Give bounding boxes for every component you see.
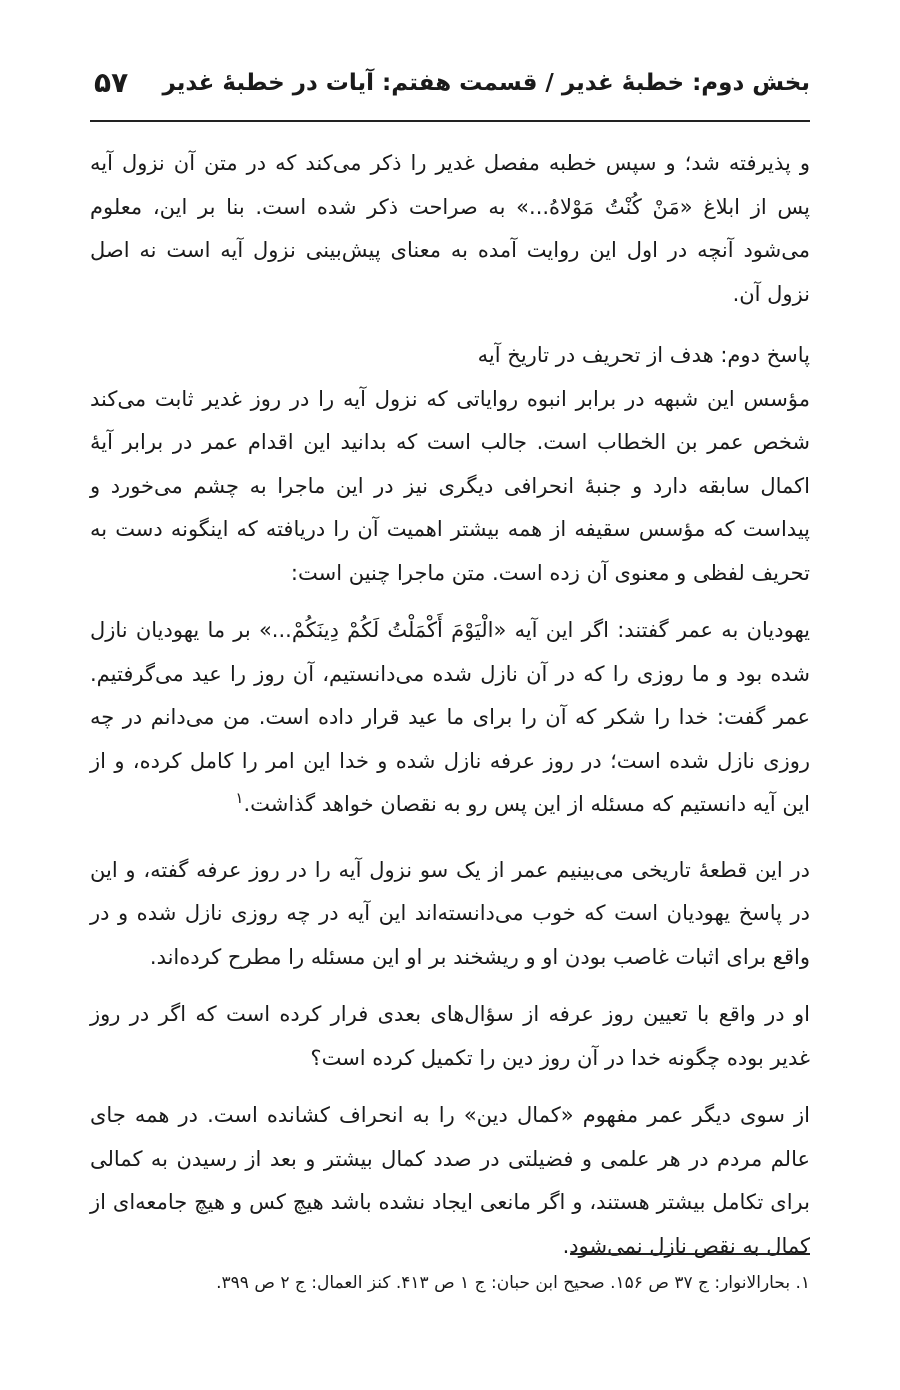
running-title: بخش دوم: خطبهٔ غدیر / قسمت هفتم: آیات در خطبهٔ غدیر [162,70,810,96]
page-body [90,142,810,1268]
page-header [90,62,810,122]
paragraph-4: در این قطعهٔ تاریخی می‌بینیم عمر از یک سو نزول آیه را در روز عرفه گفته، و این در پاسخ یهودیان است که خوب می‌دانسته‌اند این آیه در چه روزی نازل شده و در واقع برای اثبات غاصب بودن او و ریشخند بر او این مسئله را مطرح کرده‌اند. [90,857,810,969]
paragraph-6: از سوی دیگر عمر مفهوم «کمال دین» را به انحراف کشانده است. در همه جای عالم مردم در هر علمی و فضیلتی در صدد کمال بیشتر و بعد از رسیدن به کمالی برای تکامل بیشتر هستند، و اگر مانعی ایجاد نشده باشد هیچ کس و هیچ جامعه‌ای از کمال به نقص نازل نمی‌شود. [90,1103,810,1258]
quoted-narration [90,609,810,827]
quoted-narration-text: یهودیان به عمر گفتند: اگر این آیه «الْيَوْمَ أَكْمَلْتُ لَكُمْ دِينَكُمْ...» بر ما یهودیان نازل شده بود و ما روزی را که در آن نازل شده می‌دانستیم، آن روز را عید می‌گرفتیم. عمر گفت: خدا را شکر که آن را برای ما عید قرار داده است. من می‌دانم در چه روزی نازل شده است؛ در روز عرفه نازل شده و خدا این امر را کامل کرده، و از این آیه دانستیم که مسئله از این پس رو به نقصان خواهد گذاشت. [90,618,810,816]
footnote: ۱. بحارالانوار: ج ۳۷ ص ۱۵۶. صحیح ابن حبان: ج ۱ ص ۴۱۳. کنز العمال: ج ۲ ص ۳۹۹. [216,1273,810,1293]
footnote-divider [570,1253,810,1255]
paragraph-1: و پذیرفته شد؛ و سپس خطبه مفصل غدیر را ذکر می‌کند که در متن آن نزول آیه پس از ابلاغ «مَنْ كُنْتُ مَوْلاهُ...» به صراحت ذکر شده است. بنا بر این، معلوم می‌شود آنچه در اول این روایت آمده به معنای پیش‌بینی نزول آیه است نه اصل نزول آن. [90,151,810,306]
paragraph-2: مؤسس این شبهه در برابر انبوه روایاتی که نزول آیه را در روز غدیر ثابت می‌کند شخص عمر بن الخطاب است. جالب است که بدانید این اقدام عمر در برابر آیهٔ اکمال سابقه دارد و جنبهٔ انحرافی دیگری نیز در این ماجرا به چشم می‌خورد و پیداست که مؤسس سقیفه از همه بیشتر اهمیت آن را دریافته که اینگونه دست به تحریف لفظی و معنوی آن زده است. متن ماجرا چنین است: [90,386,810,585]
footnote-reference[interactable]: ۱ [235,789,244,807]
section-heading: پاسخ دوم: هدف از تحریف در تاریخ آیه [477,343,810,367]
page-number: ۵۷ [94,66,129,99]
paragraph-5: او در واقع با تعیین روز عرفه از سؤال‌های بعدی فرار کرده است که اگر در روز غدیر بوده چگونه خدا در آن روز دین را تکمیل کرده است؟ [90,1002,810,1070]
